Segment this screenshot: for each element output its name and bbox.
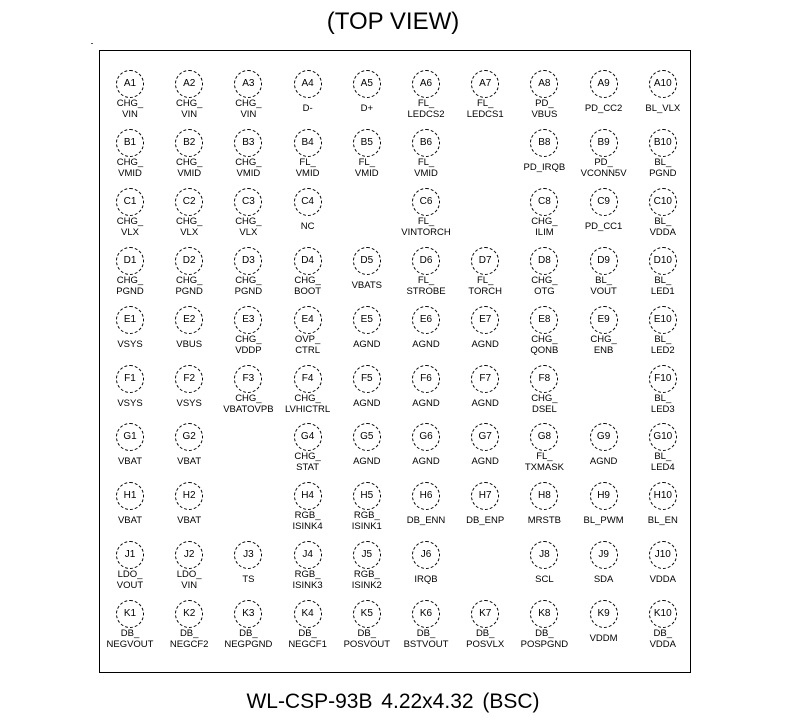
pin-b6: [396, 129, 456, 189]
signal-name: BL_ LED4: [650, 451, 675, 474]
signal-name: IRQB: [414, 574, 438, 586]
signal-name: CHG_ ILIM: [531, 215, 558, 238]
signal-name: DB_ POSVLX: [466, 628, 505, 651]
signal-name: AGND: [412, 338, 440, 350]
ball-id: J6: [412, 541, 440, 569]
signal-name: RGB_ ISINK3: [292, 569, 323, 592]
pin-j6: [396, 541, 456, 601]
ball-id: K6: [412, 600, 440, 628]
ball-id: H4: [294, 482, 322, 510]
ball-id: F1: [116, 365, 144, 393]
ball-id: E6: [412, 306, 440, 334]
signal-name: CHG_ VLX: [175, 215, 203, 238]
signal-name: CHG_ LVHICTRL: [284, 392, 331, 415]
pin-g10: [633, 423, 693, 483]
ball-id: K8: [530, 600, 558, 628]
ball-id: G1: [116, 423, 144, 451]
signal-name: CHG_ VLX: [235, 215, 262, 238]
ball-id: G7: [471, 423, 499, 451]
signal-name: BL_EN: [647, 515, 678, 527]
pin-f1: [100, 365, 160, 425]
signal-name: VDDM: [589, 633, 618, 645]
signal-name: LDO_ VOUT: [116, 569, 144, 592]
signal-name: FL_ STROBE: [406, 274, 446, 297]
signal-name: BL_ LED3: [650, 392, 675, 415]
ball-id: K9: [590, 600, 618, 628]
ball-id: J2: [175, 541, 203, 569]
signal-name: PD_ VBUS: [531, 98, 558, 120]
ball-id: C1: [116, 188, 144, 216]
ball-id: C8: [530, 188, 558, 216]
ball-id: E9: [590, 306, 618, 334]
ball-id: E7: [471, 306, 499, 334]
signal-name: DB_ VDDA: [649, 628, 676, 651]
signal-name: BL_ LED1: [650, 274, 675, 297]
ball-id: C3: [234, 188, 262, 216]
pin-a10: [633, 70, 693, 130]
ball-id: H9: [590, 482, 618, 510]
pin-j5: [337, 541, 397, 601]
pin-k10: [633, 600, 693, 660]
pin-j2: [159, 541, 219, 601]
signal-name: BL_ PGND: [649, 156, 677, 179]
signal-name: CHG_ STAT: [294, 451, 321, 474]
ball-id: A7: [471, 70, 499, 98]
pin-c3: [218, 188, 278, 248]
signal-name: DB_ POSPGND: [520, 628, 569, 651]
ball-id: D6: [412, 247, 440, 275]
pin-f5: [337, 365, 397, 425]
ball-id: D9: [590, 247, 618, 275]
pin-f10: [633, 365, 693, 425]
pin-h1: [100, 482, 160, 542]
ball-id: F4: [294, 365, 322, 393]
ball-id: B8: [530, 129, 558, 157]
ball-id: H8: [530, 482, 558, 510]
pin-g1: [100, 423, 160, 483]
signal-name: CHG_ PGND: [116, 274, 144, 297]
stray-mark: [91, 43, 93, 44]
ball-id: K5: [353, 600, 381, 628]
signal-name: CHG_ VMID: [175, 156, 203, 179]
signal-name: D+: [360, 103, 373, 114]
ball-id: B9: [590, 129, 618, 157]
ball-id: F10: [649, 365, 677, 393]
signal-name: BL_VLX: [645, 103, 681, 114]
pin-g6: [396, 423, 456, 483]
ball-id: E3: [234, 306, 262, 334]
ball-id: G2: [175, 423, 203, 451]
signal-name: FL_ LEDCS2: [407, 98, 445, 120]
ball-id: G5: [353, 423, 381, 451]
ball-id: K4: [294, 600, 322, 628]
signal-name: NC: [300, 220, 315, 232]
signal-name: FL_ LEDCS1: [466, 98, 504, 120]
signal-name: VBAT: [117, 456, 143, 468]
ball-id: D4: [294, 247, 322, 275]
signal-name: BL_ VDDA: [649, 215, 676, 238]
pin-e5: [337, 306, 397, 366]
signal-name: FL_ VINTORCH: [401, 215, 451, 238]
pin-g8: [514, 423, 574, 483]
signal-name: BL_PWM: [583, 515, 624, 527]
signal-name: CHG_ VIN: [175, 98, 203, 120]
ball-id: E10: [649, 306, 677, 334]
pin-h10: [633, 482, 693, 542]
pin-b10: [633, 129, 693, 189]
ball-id: F3: [234, 365, 262, 393]
ball-id: E1: [116, 306, 144, 334]
signal-name: DB_ BSTVOUT: [403, 628, 449, 651]
ball-id: B6: [412, 129, 440, 157]
signal-name: AGND: [589, 456, 618, 468]
signal-name: AGND: [412, 456, 440, 468]
signal-name: PD_CC2: [584, 103, 623, 114]
ball-id: B10: [649, 129, 677, 157]
signal-name: CHG_ VBATOVPB: [223, 392, 274, 415]
ball-id: A5: [353, 70, 381, 98]
pin-e6: [396, 306, 456, 366]
signal-name: AGND: [353, 397, 381, 409]
ball-id: D10: [649, 247, 677, 275]
signal-name: PD_IRQB: [523, 161, 566, 173]
pin-a4: [278, 70, 338, 130]
signal-name: AGND: [353, 456, 381, 468]
ball-id: K2: [175, 600, 203, 628]
signal-name: FL_ VMID: [354, 156, 379, 179]
ball-id: H1: [116, 482, 144, 510]
ball-id: C6: [412, 188, 440, 216]
signal-name: PD_CC1: [584, 220, 623, 232]
pin-h6: [396, 482, 456, 542]
pin-h9: [574, 482, 634, 542]
signal-name: AGND: [471, 456, 499, 468]
pin-a8: [514, 70, 574, 130]
signal-name: DB_ENP: [466, 515, 505, 527]
ball-id: A8: [530, 70, 558, 98]
pin-e1: [100, 306, 160, 366]
ball-id: H5: [353, 482, 381, 510]
signal-name: MRSTB: [527, 515, 562, 527]
pin-a3: [218, 70, 278, 130]
pin-g2: [159, 423, 219, 483]
ball-id: J8: [530, 541, 558, 569]
signal-name: VSYS: [117, 397, 143, 409]
pin-c6: [396, 188, 456, 248]
pin-a9: [574, 70, 634, 130]
ball-id: J10: [649, 541, 677, 569]
ball-id: A4: [294, 70, 322, 98]
pin-c10: [633, 188, 693, 248]
signal-name: AGND: [412, 397, 440, 409]
signal-name: LDO_ VIN: [176, 569, 202, 592]
ball-id: D1: [116, 247, 144, 275]
ball-id: K10: [649, 600, 677, 628]
signal-name: SDA: [593, 574, 614, 586]
signal-name: CHG_ ENB: [590, 333, 617, 356]
signal-name: CHG_ DSEL: [531, 392, 558, 415]
pin-h5: [337, 482, 397, 542]
ball-id: D5: [353, 247, 381, 275]
ball-id: G9: [590, 423, 618, 451]
signal-name: CHG_ QONB: [530, 333, 559, 356]
ball-id: A6: [412, 70, 440, 98]
pin-g4: [278, 423, 338, 483]
ball-id: C10: [649, 188, 677, 216]
pin-c8: [514, 188, 574, 248]
signal-name: VDDA: [649, 574, 676, 586]
signal-name: CHG_ BOOT: [294, 274, 322, 297]
signal-name: DB_ NEGCF2: [169, 628, 209, 651]
signal-name: CHG_ VIN: [116, 98, 144, 120]
pin-f4: [278, 365, 338, 425]
ball-id: H10: [649, 482, 677, 510]
ball-id: F7: [471, 365, 499, 393]
ball-id: F5: [353, 365, 381, 393]
signal-name: CHG_ VDDP: [235, 333, 262, 356]
ball-id: D2: [175, 247, 203, 275]
signal-name: CHG_ VMID: [116, 156, 144, 179]
signal-name: DB_ NEGVOUT: [106, 628, 154, 651]
signal-name: D-: [302, 103, 313, 114]
signal-name: FL_ VMID: [414, 156, 438, 179]
ball-id: F2: [175, 365, 203, 393]
ball-id: A10: [649, 70, 677, 98]
pin-e4: [278, 306, 338, 366]
pin-f8: [514, 365, 574, 425]
ball-id: K7: [471, 600, 499, 628]
ball-id: K1: [116, 600, 144, 628]
signal-name: SCL: [535, 574, 554, 586]
signal-name: OVP_ CTRL: [294, 333, 321, 356]
signal-name: VSYS: [117, 338, 143, 350]
signal-name: CHG_ VLX: [116, 215, 144, 238]
ball-id: G10: [649, 423, 677, 451]
signal-name: BL_ VOUT: [590, 274, 617, 297]
signal-name: FL_ VMID: [295, 156, 320, 179]
ball-id: B5: [353, 129, 381, 157]
signal-name: PD_ VCONN5V: [580, 156, 627, 179]
signal-name: RGB_ ISINK1: [351, 510, 382, 533]
ball-id: J5: [353, 541, 381, 569]
ball-id: C4: [294, 188, 322, 216]
signal-name: AGND: [353, 338, 381, 350]
ball-id: A1: [116, 70, 144, 98]
pin-g5: [337, 423, 397, 483]
signal-name: AGND: [471, 338, 499, 350]
ball-id: D8: [530, 247, 558, 275]
ball-id: B1: [116, 129, 144, 157]
signal-name: RGB_ ISINK2: [351, 569, 382, 592]
package-caption: WL-CSP-93B 4.22x4.32 (BSC): [246, 690, 540, 713]
signal-name: VSYS: [176, 397, 202, 409]
ball-id: F8: [530, 365, 558, 393]
ball-id: G4: [294, 423, 322, 451]
ball-id: A3: [234, 70, 262, 98]
signal-name: DB_ENN: [406, 515, 446, 527]
pin-c4: [278, 188, 338, 248]
ball-id: A9: [590, 70, 618, 98]
ball-id: D3: [234, 247, 262, 275]
ball-id: G8: [530, 423, 558, 451]
signal-name: DB_ POSVOUT: [343, 628, 391, 651]
ball-id: K3: [234, 600, 262, 628]
signal-name: AGND: [471, 397, 499, 409]
pin-k8: [514, 600, 574, 660]
pin-d4: [278, 247, 338, 307]
ball-id: H2: [175, 482, 203, 510]
ball-id: E5: [353, 306, 381, 334]
signal-name: CHG_ VIN: [235, 98, 262, 120]
signal-name: CHG_ OTG: [531, 274, 558, 297]
ball-id: B4: [294, 129, 322, 157]
signal-name: TS: [242, 574, 255, 586]
ball-id: J4: [294, 541, 322, 569]
ball-id: H7: [471, 482, 499, 510]
signal-name: CHG_ PGND: [175, 274, 203, 297]
signal-name: RGB_ ISINK4: [292, 510, 323, 533]
ball-id: C9: [590, 188, 618, 216]
ball-id: F6: [412, 365, 440, 393]
pin-j10: [633, 541, 693, 601]
pin-h2: [159, 482, 219, 542]
ball-id: D7: [471, 247, 499, 275]
signal-name: DB_ NEGCF1: [288, 628, 327, 651]
ball-id: C2: [175, 188, 203, 216]
signal-name: CHG_ PGND: [234, 274, 263, 297]
pin-h8: [514, 482, 574, 542]
signal-name: DB_ NEGPGND: [224, 628, 273, 651]
pin-e10: [633, 306, 693, 366]
diagram-title: (TOP VIEW): [326, 8, 460, 35]
signal-name: VBUS: [176, 338, 203, 350]
ball-id: E8: [530, 306, 558, 334]
ball-id: J3: [234, 541, 262, 569]
ball-id: A2: [175, 70, 203, 98]
signal-name: VBATS: [351, 279, 383, 291]
pin-d10: [633, 247, 693, 307]
ball-id: J1: [116, 541, 144, 569]
ball-id: G6: [412, 423, 440, 451]
ball-id: H6: [412, 482, 440, 510]
ball-id: E2: [175, 306, 203, 334]
signal-name: VBAT: [177, 515, 202, 527]
ball-id: J9: [590, 541, 618, 569]
signal-name: VBAT: [177, 456, 202, 468]
signal-name: CHG_ VMID: [235, 156, 262, 179]
signal-name: FL_ TORCH: [468, 274, 502, 297]
signal-name: FL_ TXMASK: [524, 451, 564, 474]
pin-j9: [574, 541, 634, 601]
signal-name: VBAT: [117, 515, 143, 527]
ball-id: B2: [175, 129, 203, 157]
pin-j8: [514, 541, 574, 601]
pin-f6: [396, 365, 456, 425]
pin-h7: [455, 482, 515, 542]
signal-name: BL_ LED2: [650, 333, 675, 356]
ball-id: B3: [234, 129, 262, 157]
ball-id: E4: [294, 306, 322, 334]
